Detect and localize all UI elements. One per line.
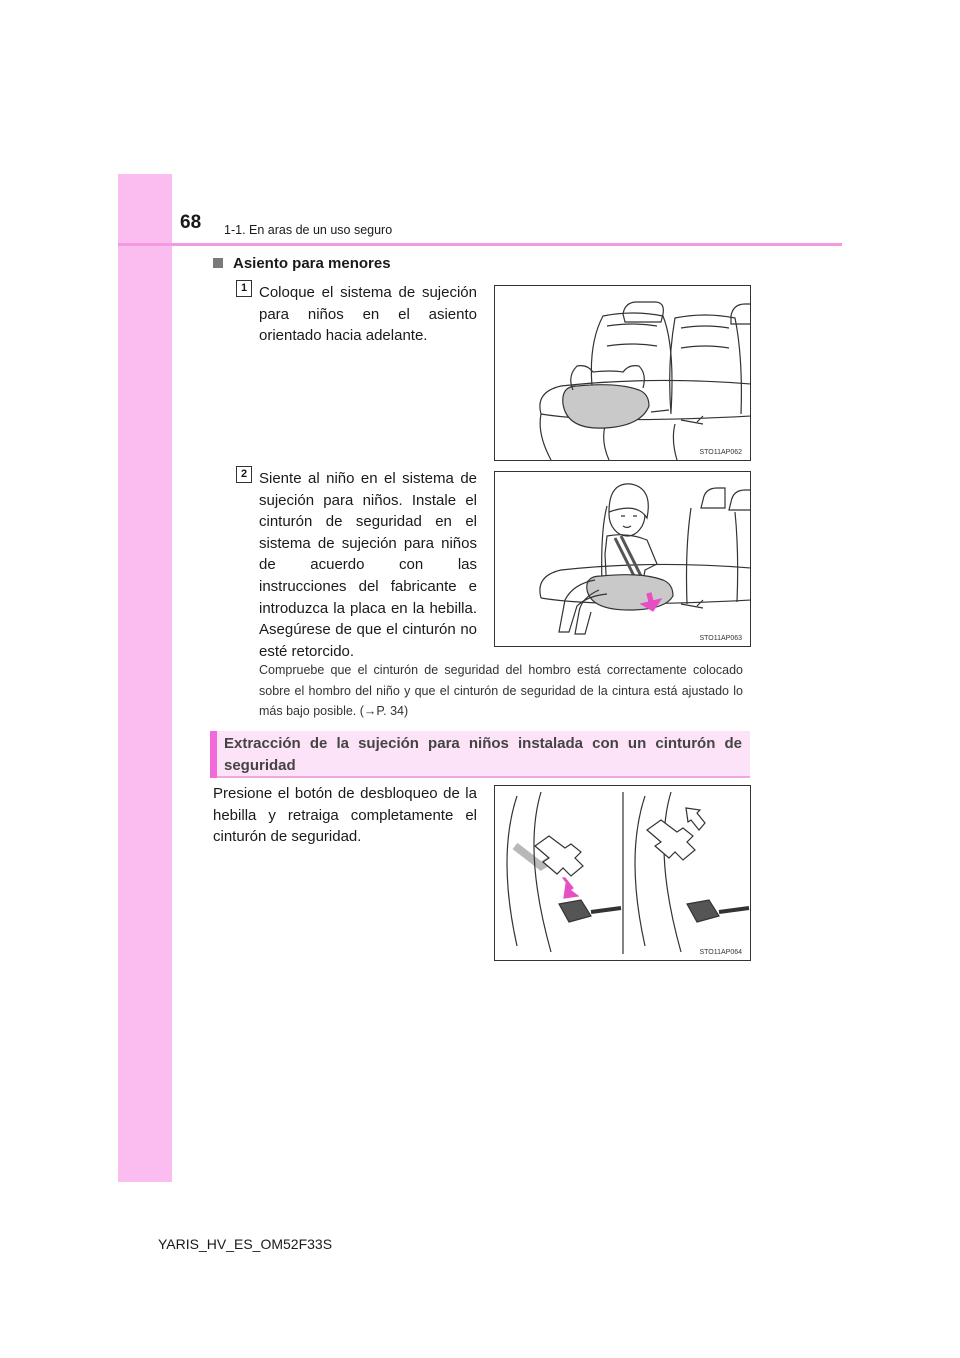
figure-code-1: STO11AP062 <box>699 449 742 456</box>
figure-booster-seat <box>494 285 751 461</box>
square-bullet-icon <box>213 258 223 268</box>
step-badge-1: 1 <box>236 280 252 297</box>
side-tab <box>118 174 172 1182</box>
document-footer-code: YARIS_HV_ES_OM52F33S <box>158 1236 333 1252</box>
page-number: 68 <box>180 212 202 233</box>
note-text: Compruebe que el cinturón de seguridad del hombro está correctamente colocado sobre el hombro del niño y que el cinturón de seguridad de la cintura está ajustado lo más bajo posible. (→P. 34) <box>259 663 743 718</box>
booster-seat-illustration <box>495 286 750 460</box>
figure-child-seated <box>494 471 751 647</box>
removal-text: Presione el botón de desbloqueo de la hebilla y retraiga completamente el cinturón de seguridad. <box>213 785 477 846</box>
step-badge-2: 2 <box>236 466 252 483</box>
buckle-release-illustration <box>495 786 750 960</box>
subsection-title: Extracción de la sujeción para niños instalada con un cinturón de seguridad <box>224 735 742 774</box>
figure-code-2: STO11AP063 <box>699 635 742 642</box>
figure-buckle-release <box>494 785 751 961</box>
heading-text: Asiento para menores <box>233 255 391 272</box>
section-heading <box>213 255 391 272</box>
figure-code-3: STO11AP064 <box>699 949 742 956</box>
subsection-band <box>210 731 750 778</box>
band-accent-bar <box>210 731 217 778</box>
section-title: 1-1. En aras de un uso seguro <box>224 223 393 237</box>
child-seated-illustration <box>495 472 750 646</box>
step-1-text: Coloque el sistema de sujeción para niños en el asiento orientado hacia adelante. <box>259 284 477 345</box>
step-2-text: Siente al niño en el sistema de sujeción para niños. Instale el cinturón de seguridad en el sistema de sujeción para niños de acuerdo con las instrucciones del fabricante e introduzca la placa en la hebilla. Asegúrese de que el cinturón no esté retorcido. <box>259 470 477 660</box>
header-rule <box>118 243 842 246</box>
